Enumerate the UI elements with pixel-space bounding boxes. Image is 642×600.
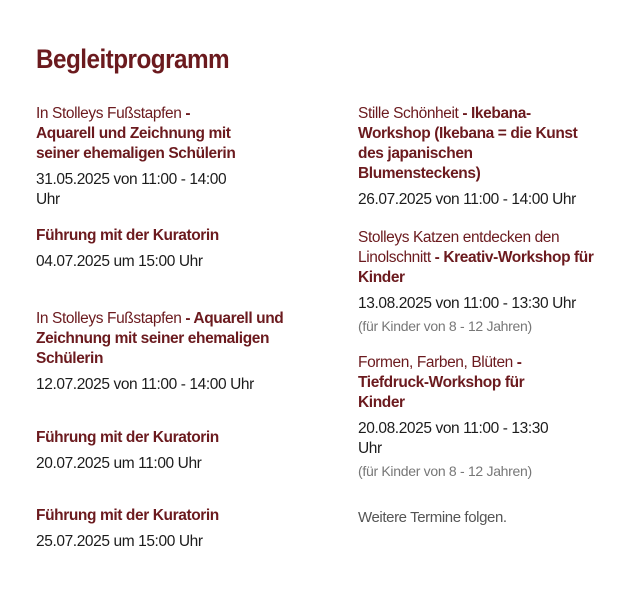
event-title	[358, 228, 613, 288]
event-item	[36, 226, 326, 272]
event-subtitle: In Stolleys Fußstapfen	[36, 310, 186, 327]
event-note: (für Kinder von 8 - 12 Jahren)	[358, 318, 532, 334]
event-item	[36, 309, 311, 395]
event-item	[36, 506, 326, 552]
event-date: 20.08.2025 von 11:00 - 13:30 Uhr	[358, 420, 549, 457]
event-item	[358, 104, 598, 210]
event-date: 20.07.2025 um 11:00 Uhr	[36, 455, 202, 472]
event-title	[358, 353, 558, 413]
event-date: 04.07.2025 um 15:00 Uhr	[36, 253, 203, 270]
event-name: Führung mit der Kuratorin	[36, 507, 219, 524]
event-date: 25.07.2025 um 15:00 Uhr	[36, 533, 203, 550]
event-title	[36, 104, 246, 164]
page-title: Begleitprogramm	[36, 44, 230, 74]
event-note: (für Kinder von 8 - 12 Jahren)	[358, 463, 532, 479]
event-date: 26.07.2025 von 11:00 - 14:00 Uhr	[358, 191, 576, 208]
event-name: Führung mit der Kuratorin	[36, 429, 219, 446]
event-subtitle: Stille Schönheit	[358, 105, 463, 122]
event-name: Führung mit der Kuratorin	[36, 227, 219, 244]
event-subtitle: Stolleys Katzen entdecken den Linolschnitt	[358, 229, 560, 266]
more-dates-note: Weitere Termine folgen.	[358, 509, 507, 526]
event-title	[36, 506, 326, 526]
event-name: - Kreativ-Workshop für Kinder	[358, 249, 594, 286]
event-subtitle: Formen, Farben, Blüten	[358, 354, 517, 371]
event-item	[358, 228, 613, 335]
event-title	[36, 428, 326, 448]
event-date: 13.08.2025 von 11:00 - 13:30 Uhr	[358, 295, 576, 312]
event-title	[36, 309, 311, 369]
event-name: - Aquarell und Zeichnung mit seiner ehemaligen Schülerin	[36, 105, 236, 162]
event-name: - Ikebana-Workshop (Ikebana = die Kunst des japanischen Blumensteckens)	[358, 105, 578, 182]
event-title	[358, 104, 598, 184]
event-date: 12.07.2025 von 11:00 - 14:00 Uhr	[36, 376, 254, 393]
event-item	[36, 104, 246, 210]
event-title	[36, 226, 326, 246]
event-date: 31.05.2025 von 11:00 - 14:00 Uhr	[36, 171, 227, 208]
event-subtitle: In Stolleys Fußstapfen	[36, 105, 186, 122]
event-item	[358, 353, 558, 480]
event-name: - Aquarell und Zeichnung mit seiner ehemaligen Schülerin	[36, 310, 284, 367]
event-item	[36, 428, 326, 474]
event-name: - Tiefdruck-Workshop für Kinder	[358, 354, 525, 411]
